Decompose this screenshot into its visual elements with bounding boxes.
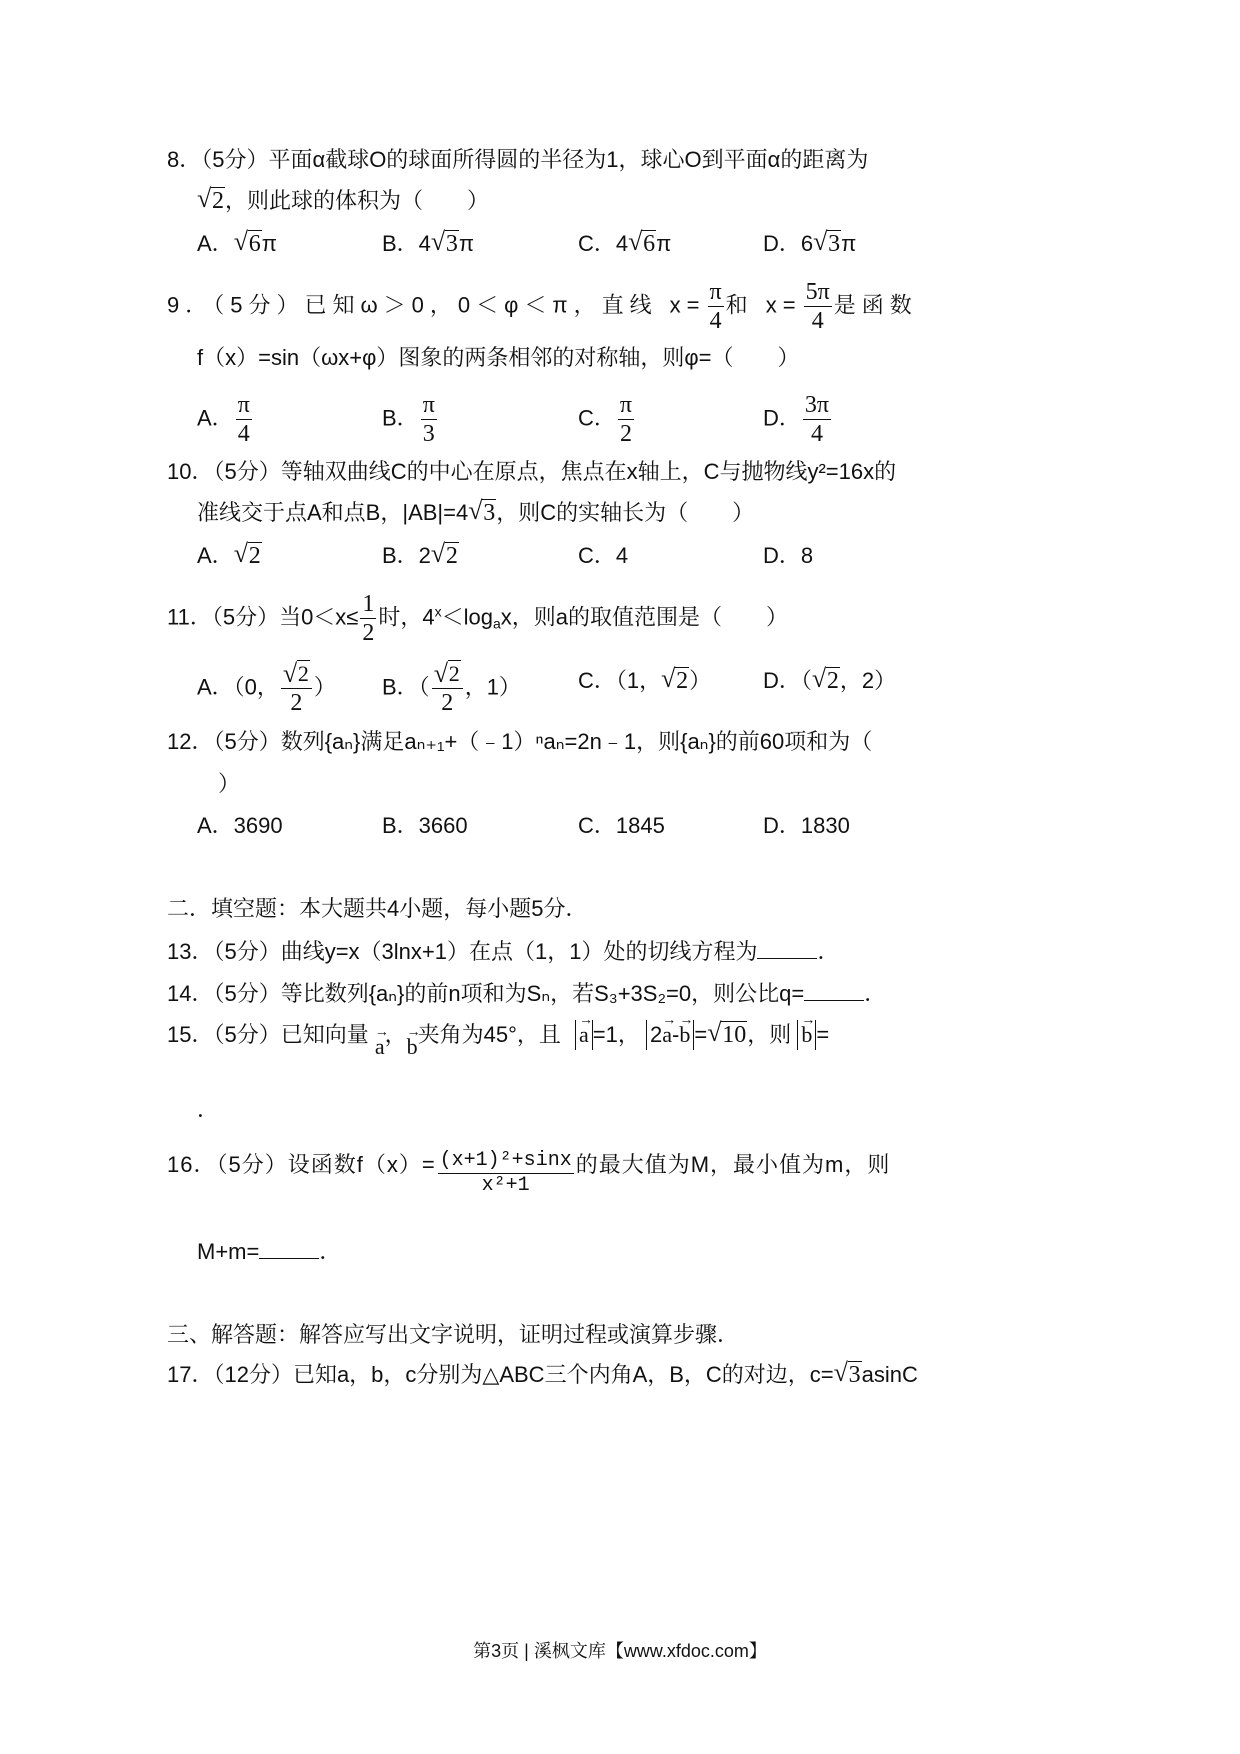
q11-line1: 11．（5分）当0＜x≤ $\frac{1}{2}$ 时，$4^x<\log_ax$，则a的取值范围是（ ） [167, 591, 789, 646]
q8-option-b: B．4√ 3π [382, 229, 474, 259]
q9-option-c: C． $\frac{\pi}{2}$ [578, 392, 633, 447]
q11-option-b: B．（ √ $\frac{2}{2}$ ，1） [382, 662, 521, 715]
q12-option-a: A．3690 [197, 813, 283, 838]
q15-line2: ． [197, 1097, 220, 1122]
q12-option-d: D．1830 [763, 813, 850, 838]
q9-line2: f（x）=sin（ωx+φ）图象的两条相邻的对称轴，则φ=（ ） [197, 345, 800, 370]
q9-line1: 9．（5分）已知ω＞0，0＜φ＜π，直线 x= $\frac{\pi}{4}$ 和 x= $\frac{5\pi}{4}$ 是函数 [167, 279, 918, 334]
q11-option-d: D．（√ 2，2） [763, 666, 896, 696]
q8-option-c: C．4√ 6π [578, 229, 671, 259]
q10-line1: 10．（5分）等轴双曲线C的中心在原点，焦点在x轴上，C与抛物线y²=16x的 [167, 459, 897, 484]
q8-line2: √ 2，则此球的体积为（ ） [197, 186, 489, 216]
q11-option-c: C．（1，√ 2） [578, 666, 711, 696]
q10-option-d: D．8 [763, 543, 814, 568]
q12-line2: ） [218, 771, 241, 796]
q10-line2: 准线交于点A和点B，|AB|=4√ 3，则C的实轴长为（ ） [197, 498, 754, 528]
q16-line2: M+m= ． [197, 1236, 341, 1267]
q12-option-c: C．1845 [578, 813, 665, 838]
q10-option-b: B．2√ 2 [382, 541, 459, 571]
q8-line1: 8．（5分）平面α截球O的球面所得圆的半径为1，球心O到平面α的距离为 [167, 147, 869, 172]
section-2-heading: 二．填空题：本大题共4小题，每小题5分． [167, 896, 588, 921]
page-footer: 第3页 | 溪枫文库【www.xfdoc.com】 [473, 1641, 767, 1661]
q8-sqrt: √ 2 [197, 186, 225, 216]
q9-option-a: A． $\frac{\pi}{4}$ [197, 392, 250, 447]
q13: 13．（5分）曲线y=x（3lnx+1）在点（1，1）处的切线方程为 ． [167, 936, 839, 967]
q17: 17．（12分）已知a，b，c分别为△ABC三个内角A，B，C的对边，c=√ 3asinC [167, 1360, 918, 1390]
q9-option-b: B． $\frac{\pi}{3}$ [382, 392, 435, 447]
q12-line1: 12．（5分）数列{aₙ}满足aₙ₊₁+（﹣1）ⁿaₙ=2n﹣1，则{aₙ}的前60项和为（ [167, 729, 873, 754]
q15-line1: 15．（5分）已知向量 a →，b →夹角为45°，且 a → =1， 2a →-b → =√ 10，则 b → = [167, 1020, 829, 1050]
section-3-heading: 三、解答题：解答应写出文字说明，证明过程或演算步骤． [167, 1322, 740, 1347]
q11-option-a: A．（0， √ $\frac{2}{2}$ ） [197, 662, 336, 715]
q14: 14．（5分）等比数列{aₙ}的前n项和为Sₙ，若S₃+3S₂=0，则公比q= ． [167, 978, 886, 1009]
q10-option-c: C．4 [578, 543, 629, 568]
q12-option-b: B．3660 [382, 813, 468, 838]
q8-option-a: A．√ 6π [197, 229, 277, 259]
q16-line1: 16．（5分）设函数f（x）= $\frac{\text{(x+1)²+sinx}}{\text{x²+1}}$ 的最大值为M，最小值为m，则 [167, 1149, 891, 1197]
q8-option-d: D．6√ 3π [763, 229, 856, 259]
q9-option-d: D． $\frac{3\pi}{4}$ [763, 392, 830, 447]
q10-option-a: A．√ 2 [197, 541, 262, 571]
